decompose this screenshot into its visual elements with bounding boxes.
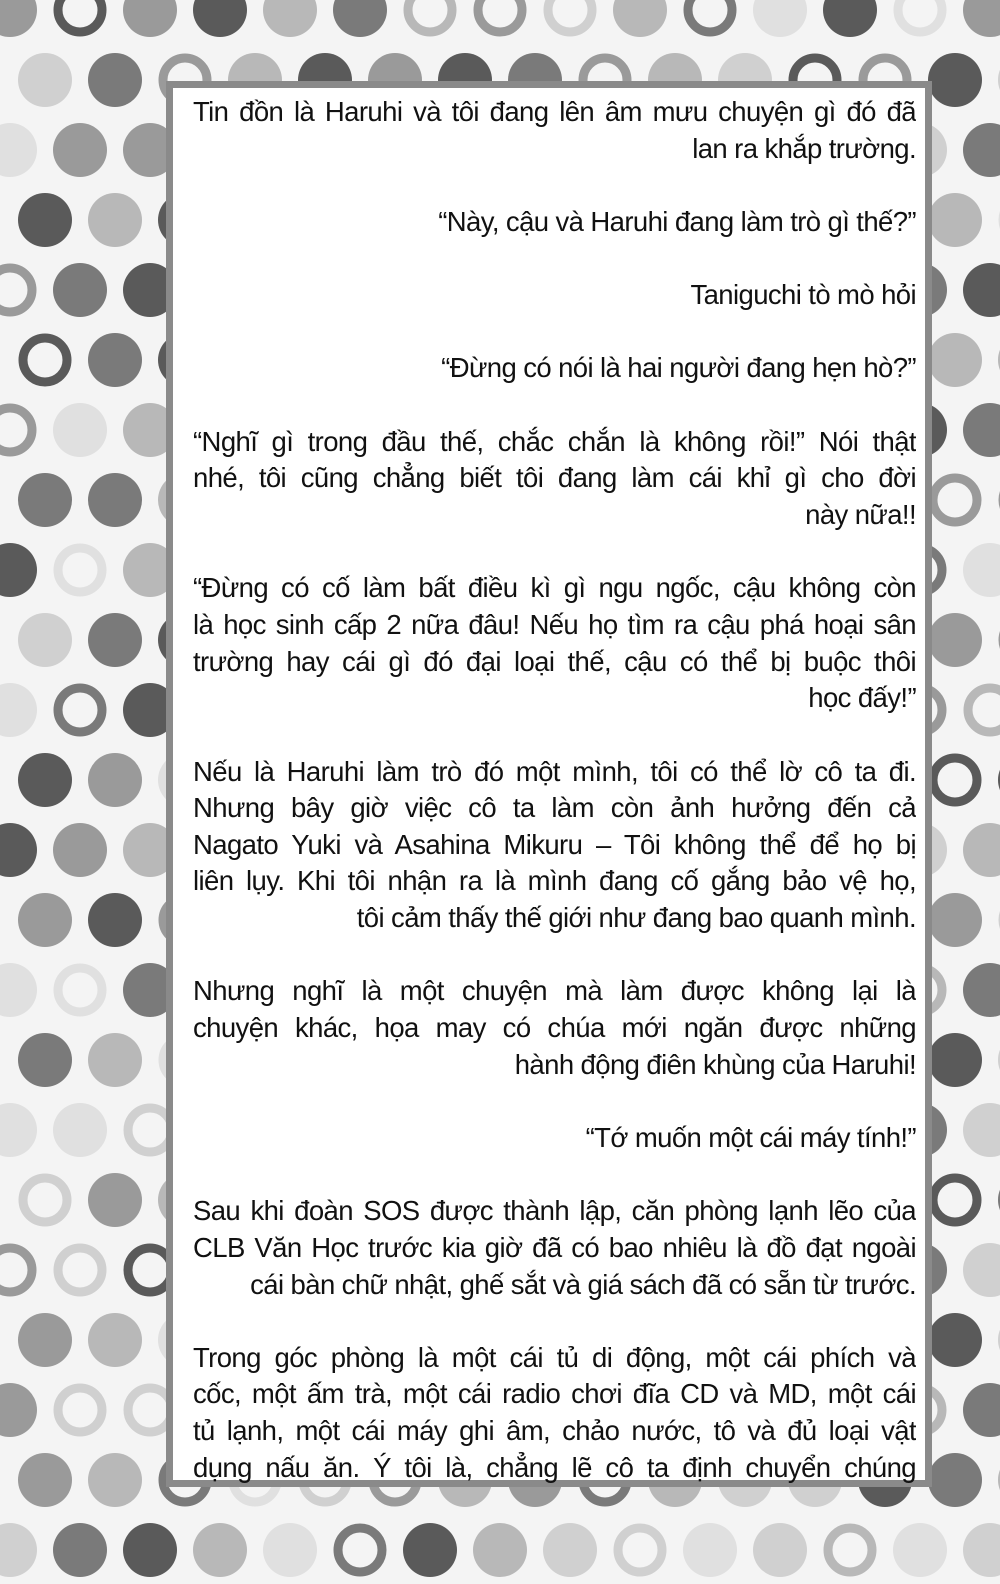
text-line: Taniguchi tò mò hỏi bbox=[690, 279, 916, 311]
circle-dot bbox=[88, 1033, 142, 1087]
circle-dot bbox=[928, 1033, 982, 1087]
text-line: hành động điên khùng của Haruhi! bbox=[514, 1048, 916, 1080]
text-line: dụng nấu ăn. Ý tôi là, chẳng lẽ cô ta định chuyển chúng bbox=[193, 1451, 916, 1483]
circle-dot bbox=[928, 613, 982, 667]
circle-dot bbox=[963, 403, 1000, 457]
circle-dot bbox=[963, 823, 1000, 877]
circle-dot bbox=[963, 1103, 1000, 1157]
ring-dot bbox=[548, 0, 592, 32]
text-line: tủ lạnh, một cái máy ghi âm, chảo nước, tô và đủ loại vật bbox=[193, 1415, 916, 1447]
ring-dot bbox=[933, 478, 977, 522]
text-line: lan ra khắp trường. bbox=[692, 132, 916, 164]
ring-dot bbox=[828, 1528, 872, 1572]
ring-dot bbox=[58, 1388, 102, 1432]
circle-dot bbox=[193, 0, 247, 37]
circle-dot bbox=[928, 53, 982, 107]
text-line: cốc, một ấm trà, một cái radio chơi đĩa CD và MD, một cái bbox=[193, 1378, 916, 1410]
circle-dot bbox=[88, 613, 142, 667]
circle-dot bbox=[613, 0, 667, 37]
circle-dot bbox=[0, 1383, 37, 1437]
paragraph-gap bbox=[193, 534, 916, 571]
ring-dot bbox=[58, 548, 102, 592]
circle-dot bbox=[88, 753, 142, 807]
circle-dot bbox=[88, 893, 142, 947]
story-text bbox=[193, 94, 916, 1486]
circle-dot bbox=[963, 963, 1000, 1017]
circle-dot bbox=[473, 1523, 527, 1577]
circle-dot bbox=[88, 333, 142, 387]
circle-dot bbox=[928, 1453, 982, 1507]
paragraph-gap bbox=[193, 717, 916, 754]
paragraph bbox=[193, 754, 916, 937]
ring-dot bbox=[23, 338, 67, 382]
circle-dot bbox=[0, 543, 37, 597]
ring-dot bbox=[478, 0, 522, 32]
ring-dot bbox=[0, 408, 32, 452]
circle-dot bbox=[18, 613, 72, 667]
text-line: CLB Văn Học trước kia giờ đã có bao nhiêu là đồ đạt ngoài bbox=[193, 1231, 916, 1263]
paragraph bbox=[193, 1120, 916, 1157]
ring-dot bbox=[0, 268, 32, 312]
circle-dot bbox=[53, 123, 107, 177]
circle-dot bbox=[53, 1103, 107, 1157]
circle-dot bbox=[963, 123, 1000, 177]
circle-dot bbox=[18, 1313, 72, 1367]
text-line: chuyện khác, họa may có chúa mới ngăn được những bbox=[193, 1012, 916, 1044]
circle-dot bbox=[928, 193, 982, 247]
ring-dot bbox=[408, 0, 452, 32]
ring-dot bbox=[688, 0, 732, 32]
paragraph bbox=[193, 277, 916, 314]
circle-dot bbox=[963, 1383, 1000, 1437]
text-line: “Này, cậu và Haruhi đang làm trò gì thế?” bbox=[438, 205, 916, 237]
circle-dot bbox=[18, 193, 72, 247]
circle-dot bbox=[0, 823, 37, 877]
circle-dot bbox=[963, 1523, 1000, 1577]
ring-dot bbox=[618, 1528, 662, 1572]
circle-dot bbox=[18, 1033, 72, 1087]
text-line: liên lụy. Khi tôi nhận ra là mình đang cố gắng bảo vệ họ, bbox=[193, 865, 916, 897]
circle-dot bbox=[0, 1103, 37, 1157]
ring-dot bbox=[933, 758, 977, 802]
text-line: Trong góc phòng là một cái tủ di động, một cái phích và bbox=[193, 1341, 916, 1373]
circle-dot bbox=[963, 543, 1000, 597]
paragraph bbox=[193, 1340, 916, 1487]
circle-dot bbox=[53, 1523, 107, 1577]
ring-dot bbox=[58, 968, 102, 1012]
text-line: “Nghĩ gì trong đầu thế, chắc chắn là không rồi!” Nói thật bbox=[193, 425, 916, 457]
ring-dot bbox=[968, 688, 1000, 732]
ring-dot bbox=[58, 1248, 102, 1292]
circle-dot bbox=[88, 53, 142, 107]
paragraph-gap bbox=[193, 241, 916, 278]
circle-dot bbox=[928, 893, 982, 947]
paragraph-gap bbox=[193, 937, 916, 974]
text-line: trường hay cái gì đó đại loại thế, cậu có thể bị buộc thôi bbox=[193, 645, 916, 677]
circle-dot bbox=[753, 0, 807, 37]
circle-dot bbox=[0, 0, 37, 37]
circle-dot bbox=[928, 1313, 982, 1367]
circle-dot bbox=[53, 403, 107, 457]
text-line: học đấy!” bbox=[808, 682, 916, 714]
circle-dot bbox=[53, 823, 107, 877]
text-line: Nagato Yuki và Asahina Mikuru – Tôi không thể để họ bị bbox=[193, 828, 916, 860]
text-line: Tin đồn là Haruhi và tôi đang lên âm mưu chuyện gì đó đã bbox=[193, 96, 916, 127]
circle-dot bbox=[88, 193, 142, 247]
circle-dot bbox=[88, 1313, 142, 1367]
circle-dot bbox=[823, 0, 877, 37]
text-panel bbox=[166, 81, 932, 1487]
paragraph bbox=[193, 204, 916, 241]
circle-dot bbox=[88, 1173, 142, 1227]
text-line: Sau khi đoàn SOS được thành lập, căn phòng lạnh lẽo của bbox=[193, 1195, 916, 1227]
circle-dot bbox=[753, 1523, 807, 1577]
ring-dot bbox=[898, 0, 942, 32]
circle-dot bbox=[53, 263, 107, 317]
circle-dot bbox=[18, 1453, 72, 1507]
circle-dot bbox=[0, 123, 37, 177]
paragraph-gap bbox=[193, 1303, 916, 1340]
circle-dot bbox=[263, 1523, 317, 1577]
circle-dot bbox=[963, 1243, 1000, 1297]
circle-dot bbox=[88, 473, 142, 527]
paragraph-gap bbox=[193, 314, 916, 351]
circle-dot bbox=[963, 0, 1000, 37]
paragraph bbox=[193, 1193, 916, 1303]
text-line: nhé, tôi cũng chẳng biết tôi đang làm cái khỉ gì cho đời bbox=[193, 462, 916, 494]
text-line: tôi cảm thấy thế giới như đang bao quanh mình. bbox=[356, 902, 916, 934]
circle-dot bbox=[18, 753, 72, 807]
text-line: này nữa!! bbox=[805, 499, 916, 531]
paragraph bbox=[193, 973, 916, 1083]
circle-dot bbox=[18, 53, 72, 107]
paragraph-gap bbox=[193, 1157, 916, 1194]
circle-dot bbox=[18, 473, 72, 527]
circle-dot bbox=[0, 963, 37, 1017]
circle-dot bbox=[683, 1523, 737, 1577]
ring-dot bbox=[23, 1178, 67, 1222]
text-line: Nhưng bây giờ việc cô ta làm còn ảnh hưởng đến cả bbox=[193, 792, 916, 824]
circle-dot bbox=[193, 1523, 247, 1577]
circle-dot bbox=[893, 1523, 947, 1577]
paragraph bbox=[193, 350, 916, 387]
paragraph-gap bbox=[193, 1083, 916, 1120]
paragraph-gap bbox=[193, 167, 916, 204]
ring-dot bbox=[338, 1528, 382, 1572]
paragraph bbox=[193, 424, 916, 534]
ring-dot bbox=[58, 0, 102, 32]
circle-dot bbox=[403, 1523, 457, 1577]
circle-dot bbox=[928, 333, 982, 387]
circle-dot bbox=[123, 1523, 177, 1577]
text-line: Nếu là Haruhi làm trò đó một mình, tôi có thể lờ cô ta đi. bbox=[193, 755, 916, 787]
circle-dot bbox=[0, 683, 37, 737]
paragraph bbox=[193, 94, 916, 167]
circle-dot bbox=[543, 1523, 597, 1577]
paragraph-gap bbox=[193, 387, 916, 424]
circle-dot bbox=[333, 0, 387, 37]
circle-dot bbox=[18, 893, 72, 947]
ring-dot bbox=[58, 688, 102, 732]
text-line: là học sinh cấp 2 nữa đâu! Nếu họ tìm ra cậu phá hoại sân bbox=[193, 608, 916, 640]
circle-dot bbox=[88, 1453, 142, 1507]
text-line: Nhưng nghĩ là một chuyện mà làm được không lại là bbox=[193, 975, 916, 1007]
text-line: “Đừng có nói là hai người đang hẹn hò?” bbox=[441, 352, 916, 384]
ring-dot bbox=[933, 1178, 977, 1222]
circle-dot bbox=[0, 1523, 37, 1577]
circle-dot bbox=[263, 0, 317, 37]
text-line: “Đừng có cố làm bất điều kì gì ngu ngốc, cậu không còn bbox=[193, 572, 916, 604]
ring-dot bbox=[0, 1248, 32, 1292]
circle-dot bbox=[123, 0, 177, 37]
paragraph bbox=[193, 570, 916, 717]
circle-dot bbox=[963, 263, 1000, 317]
text-line: “Tớ muốn một cái máy tính!” bbox=[585, 1121, 916, 1153]
text-line: cái bàn chữ nhật, ghế sắt và giá sách đã có sẵn từ trước. bbox=[250, 1268, 916, 1300]
